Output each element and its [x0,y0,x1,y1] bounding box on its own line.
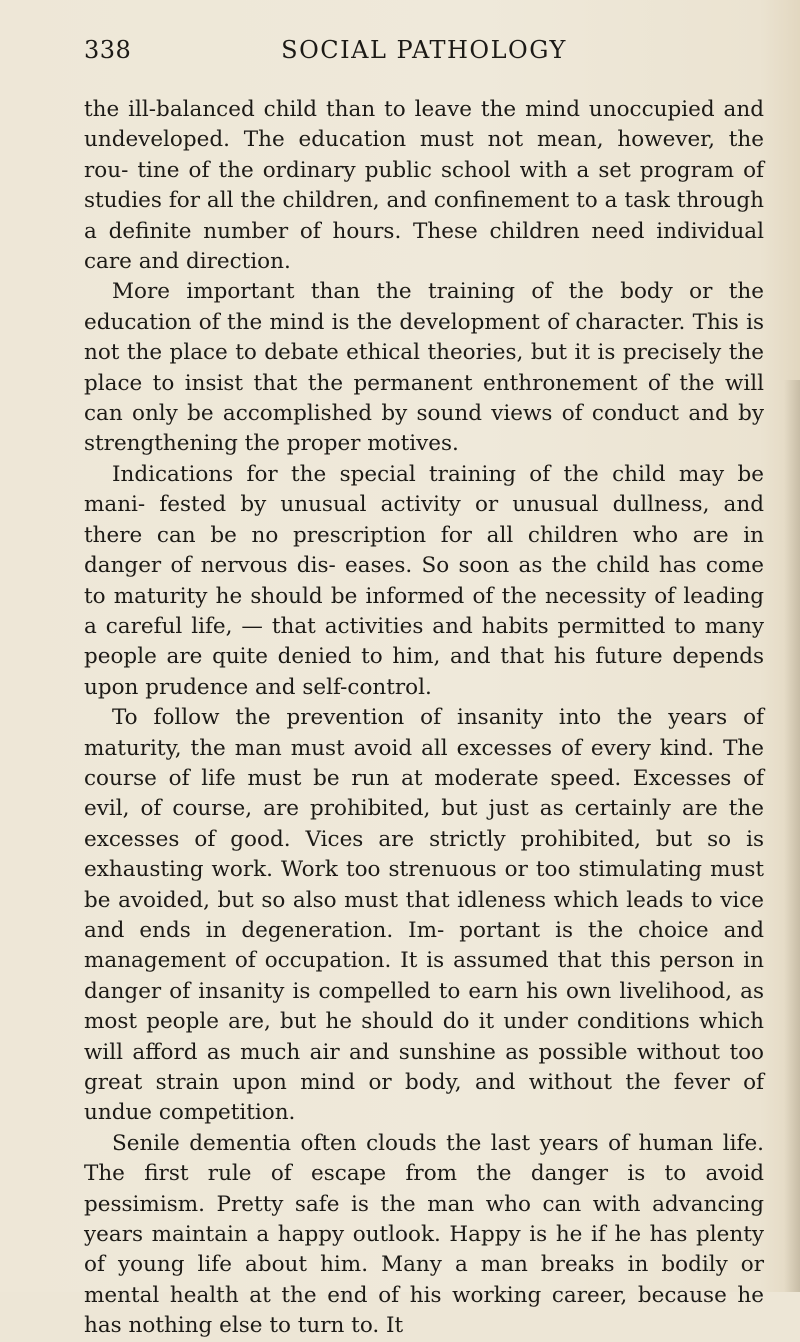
running-title: SOCIAL PATHOLOGY [281,36,567,64]
paragraph-maturity: To follow the prevention of insanity into the years of maturity, the man must avoid all excesses of every kind. The course of life must be run at moderate speed. Excesses of evil, of course, are prohibited, but just as certainly are the excesses of good. Vices are strictly prohibited, but so is exhausting work. Work too strenuous or too stimulating must be avoided, but so also must that idleness which leads to vice and ends in degeneration. Im- portant is the choice and management of occupation. It is assumed that this person in danger of insanity is compelled to earn his own livelihood, as most people are, but he should do it under conditions which will afford as much air and sunshine as possible without too great strain upon mind or body, and without the fever of undue competition. [84,705,764,1126]
paragraph-continued: the ill-balanced child than to leave the mind unoccupied and undeveloped. The education must not mean, however, the rou- tine of the ordinary public school with a set program of studies for all the children, and confinement to a task through a definite number of hours. These children need individual care and direction. [84,97,764,275]
paragraph-senile-dementia: Senile dementia often clouds the last years of human life. The first rule of escape from the danger is to avoid pessimism. Pretty safe is the man who can with advancing years maintain a happy outlook. Happy is he if he has plenty of young life about him. Many a man breaks in bodily or mental health at the end of his working career, because he has nothing else to turn to. It [84,1130,764,1339]
page-edge-shadow [784,380,800,1292]
page-number: 338 [84,36,132,64]
running-head [84,36,764,70]
body-text [84,95,764,1342]
paragraph-character: More important than the training of the body or the education of the mind is the development of character. This is not the place to debate ethical theories, but it is precisely the place to insist that the permanent enthronement of the will can only be accomplished by sound views of conduct and by strengthening the proper motives. [84,279,764,457]
paragraph-special-training: Indications for the special training of the child may be mani- fested by unusual activity or unusual dullness, and there can be no prescription for all children who are in danger of nervous dis- eases. So soon as the child has come to maturity he should be informed of the necessity of leading a careful life, — that activities and habits permitted to many people are quite denied to him, and that his future depends upon prudence and self-control. [84,461,764,700]
